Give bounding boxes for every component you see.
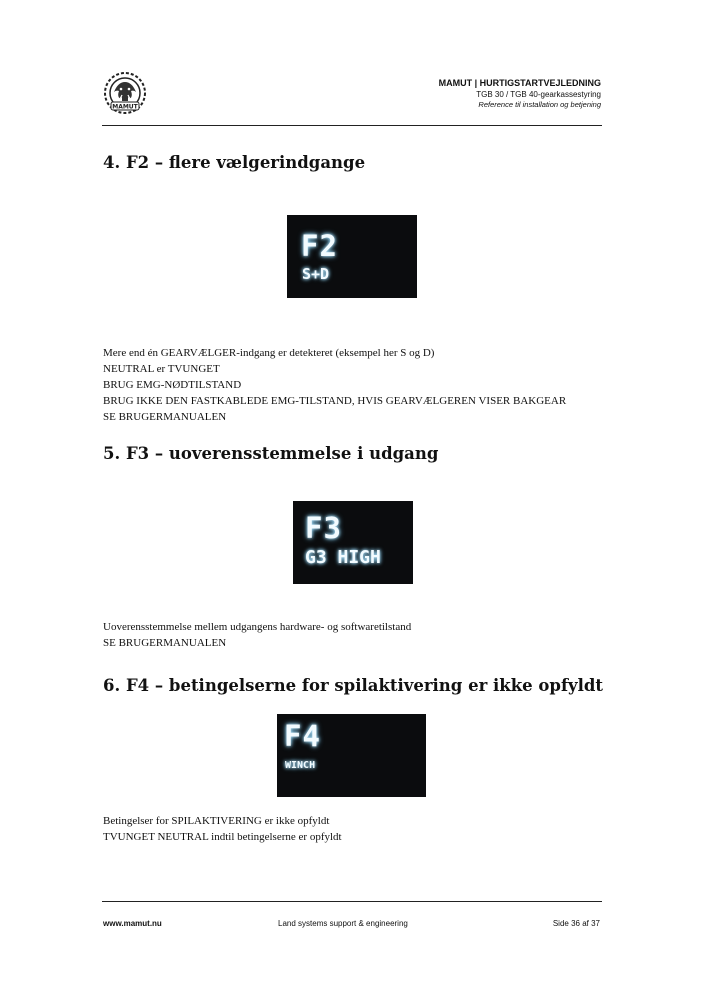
display-message-f4: WINCH [285,760,316,771]
section-text-f2 [103,345,566,425]
text-line: SE BRUGERMANUALEN [103,637,227,649]
text-line: TVUNGET NEUTRAL indtil betingelserne er opfyldt [103,831,342,843]
section-heading-f3: 5. F3 – uoverensstemmelse i udgang [103,444,439,463]
section-text-f3 [103,619,411,651]
text-line: BRUG IKKE DEN FASTKABLEDE EMG-TILSTAND, HVIS GEARVÆLGEREN VISER BAKGEAR [103,395,567,407]
display-image-f4 [277,714,426,797]
footer-divider [102,901,602,902]
text-line: SE BRUGERMANUALEN [103,411,227,423]
footer-tagline: Land systems support & engineering [278,919,408,928]
display-message-f2: S+D [302,265,330,283]
display-code-f3: F3 [305,511,342,545]
logo-text: MAMUT [112,103,138,111]
text-line: Mere end én GEARVÆLGER-indgang er detekteret (eksempel her S og D) [103,347,435,359]
section-text-f4 [103,813,342,845]
display-image-f2 [287,215,417,298]
display-code-f2: F2 [301,229,338,263]
text-line: NEUTRAL er TVUNGET [103,363,220,375]
text-line: Uoverensstemmelse mellem udgangens hardware- og softwaretilstand [103,621,412,633]
footer-page-number: Side 36 af 37 [552,919,600,928]
header-subtitle: TGB 30 / TGB 40-gearkassestyring [476,90,601,99]
display-message-f3: G3 HIGH [305,547,381,568]
section-heading-f4: 6. F4 – betingelserne for spilaktivering er ikke opfyldt [103,676,604,695]
section-heading-f2: 4. F2 – flere vælgerindgange [103,153,366,172]
text-line: BRUG EMG-NØDTILSTAND [103,379,242,391]
header-title: MAMUT | HURTIGSTARTVEJLEDNING [438,78,601,88]
text-line: Betingelser for SPILAKTIVERING er ikke opfyldt [103,815,330,827]
header-divider [102,125,602,126]
display-image-f3 [293,501,413,584]
display-code-f4: F4 [284,719,321,753]
mamut-logo [100,70,150,116]
footer-website-link[interactable]: www.mamut.nu [103,919,162,928]
header-reference: Reference til installation og betjening [478,100,601,109]
